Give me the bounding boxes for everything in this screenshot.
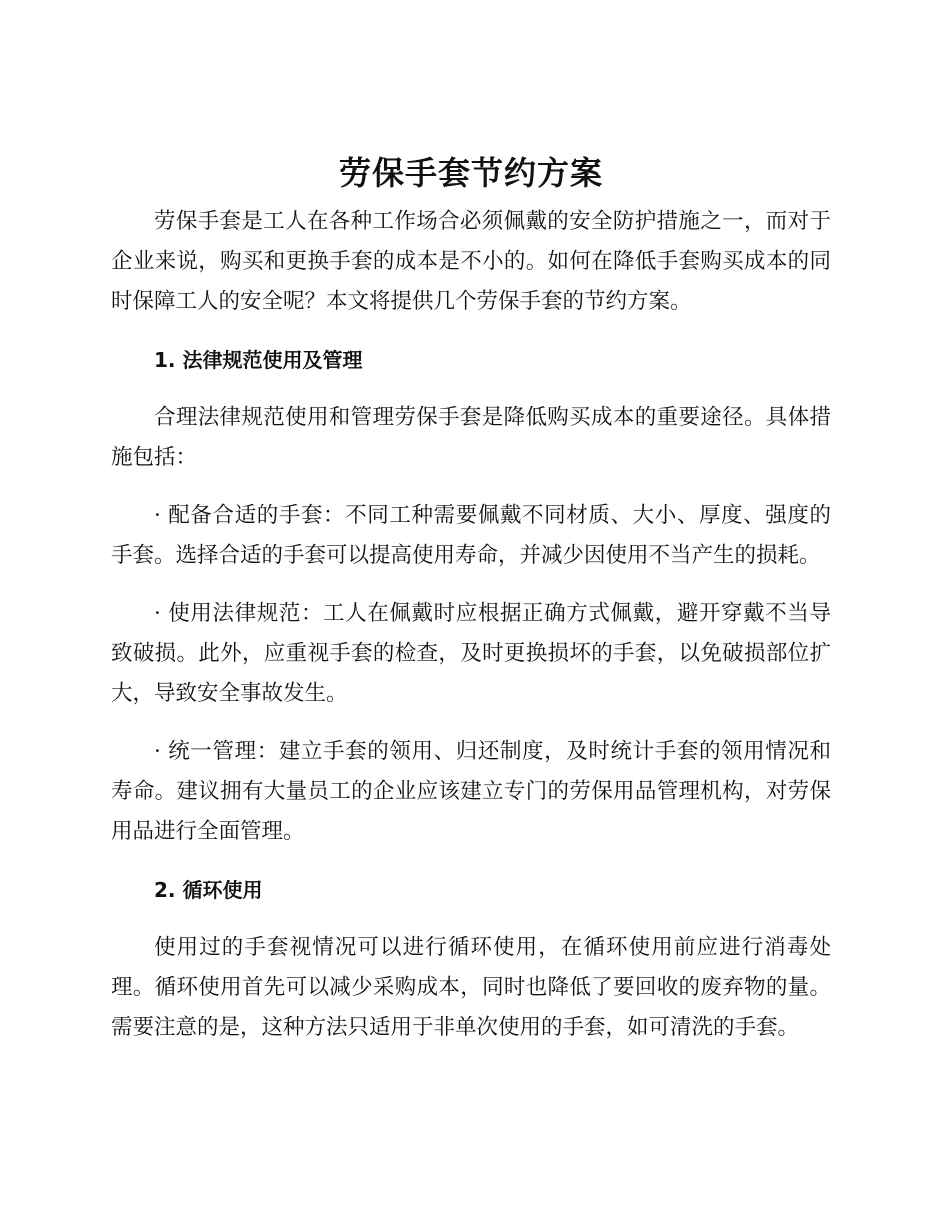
section-1-bullet-proper-use: · 使用法律规范：工人在佩戴时应根据正确方式佩戴，避开穿戴不当导致破损。此外，应重视手套的检查，及时更换损坏的手套，以免破损部位扩大，导致安全事故发生。	[111, 601, 831, 706]
section-1-paragraph: 合理法律规范使用和管理劳保手套是降低购买成本的重要途径。具体措施包括：	[111, 405, 831, 470]
section-2-heading: 2. 循环使用	[154, 878, 263, 902]
intro-paragraph: 劳保手套是工人在各种工作场合必须佩戴的安全防护措施之一，而对于企业来说，购买和更换手套的成本是不小的。如何在降低手套购买成本的同时保障工人的安全呢？本文将提供几个劳保手套的节约方案。	[111, 209, 831, 314]
section-2-paragraph: 使用过的手套视情况可以进行循环使用，在循环使用前应进行消毒处理。循环使用首先可以减少采购成本，同时也降低了要回收的废弃物的量。需要注意的是，这种方法只适用于非单次使用的手套，如可清洗的手套。	[111, 935, 831, 1040]
section-1-heading: 1. 法律规范使用及管理	[154, 348, 363, 372]
section-1-bullet-unified-management: · 统一管理：建立手套的领用、归还制度，及时统计手套的领用情况和寿命。建议拥有大量员工的企业应该建立专门的劳保用品管理机构，对劳保用品进行全面管理。	[111, 739, 831, 844]
section-1-bullet-fit-gloves: · 配备合适的手套：不同工种需要佩戴不同材质、大小、厚度、强度的手套。选择合适的手套可以提高使用寿命，并减少因使用不当产生的损耗。	[111, 503, 831, 568]
document-title: 劳保手套节约方案	[338, 154, 603, 192]
document-content	[111, 148, 831, 1048]
